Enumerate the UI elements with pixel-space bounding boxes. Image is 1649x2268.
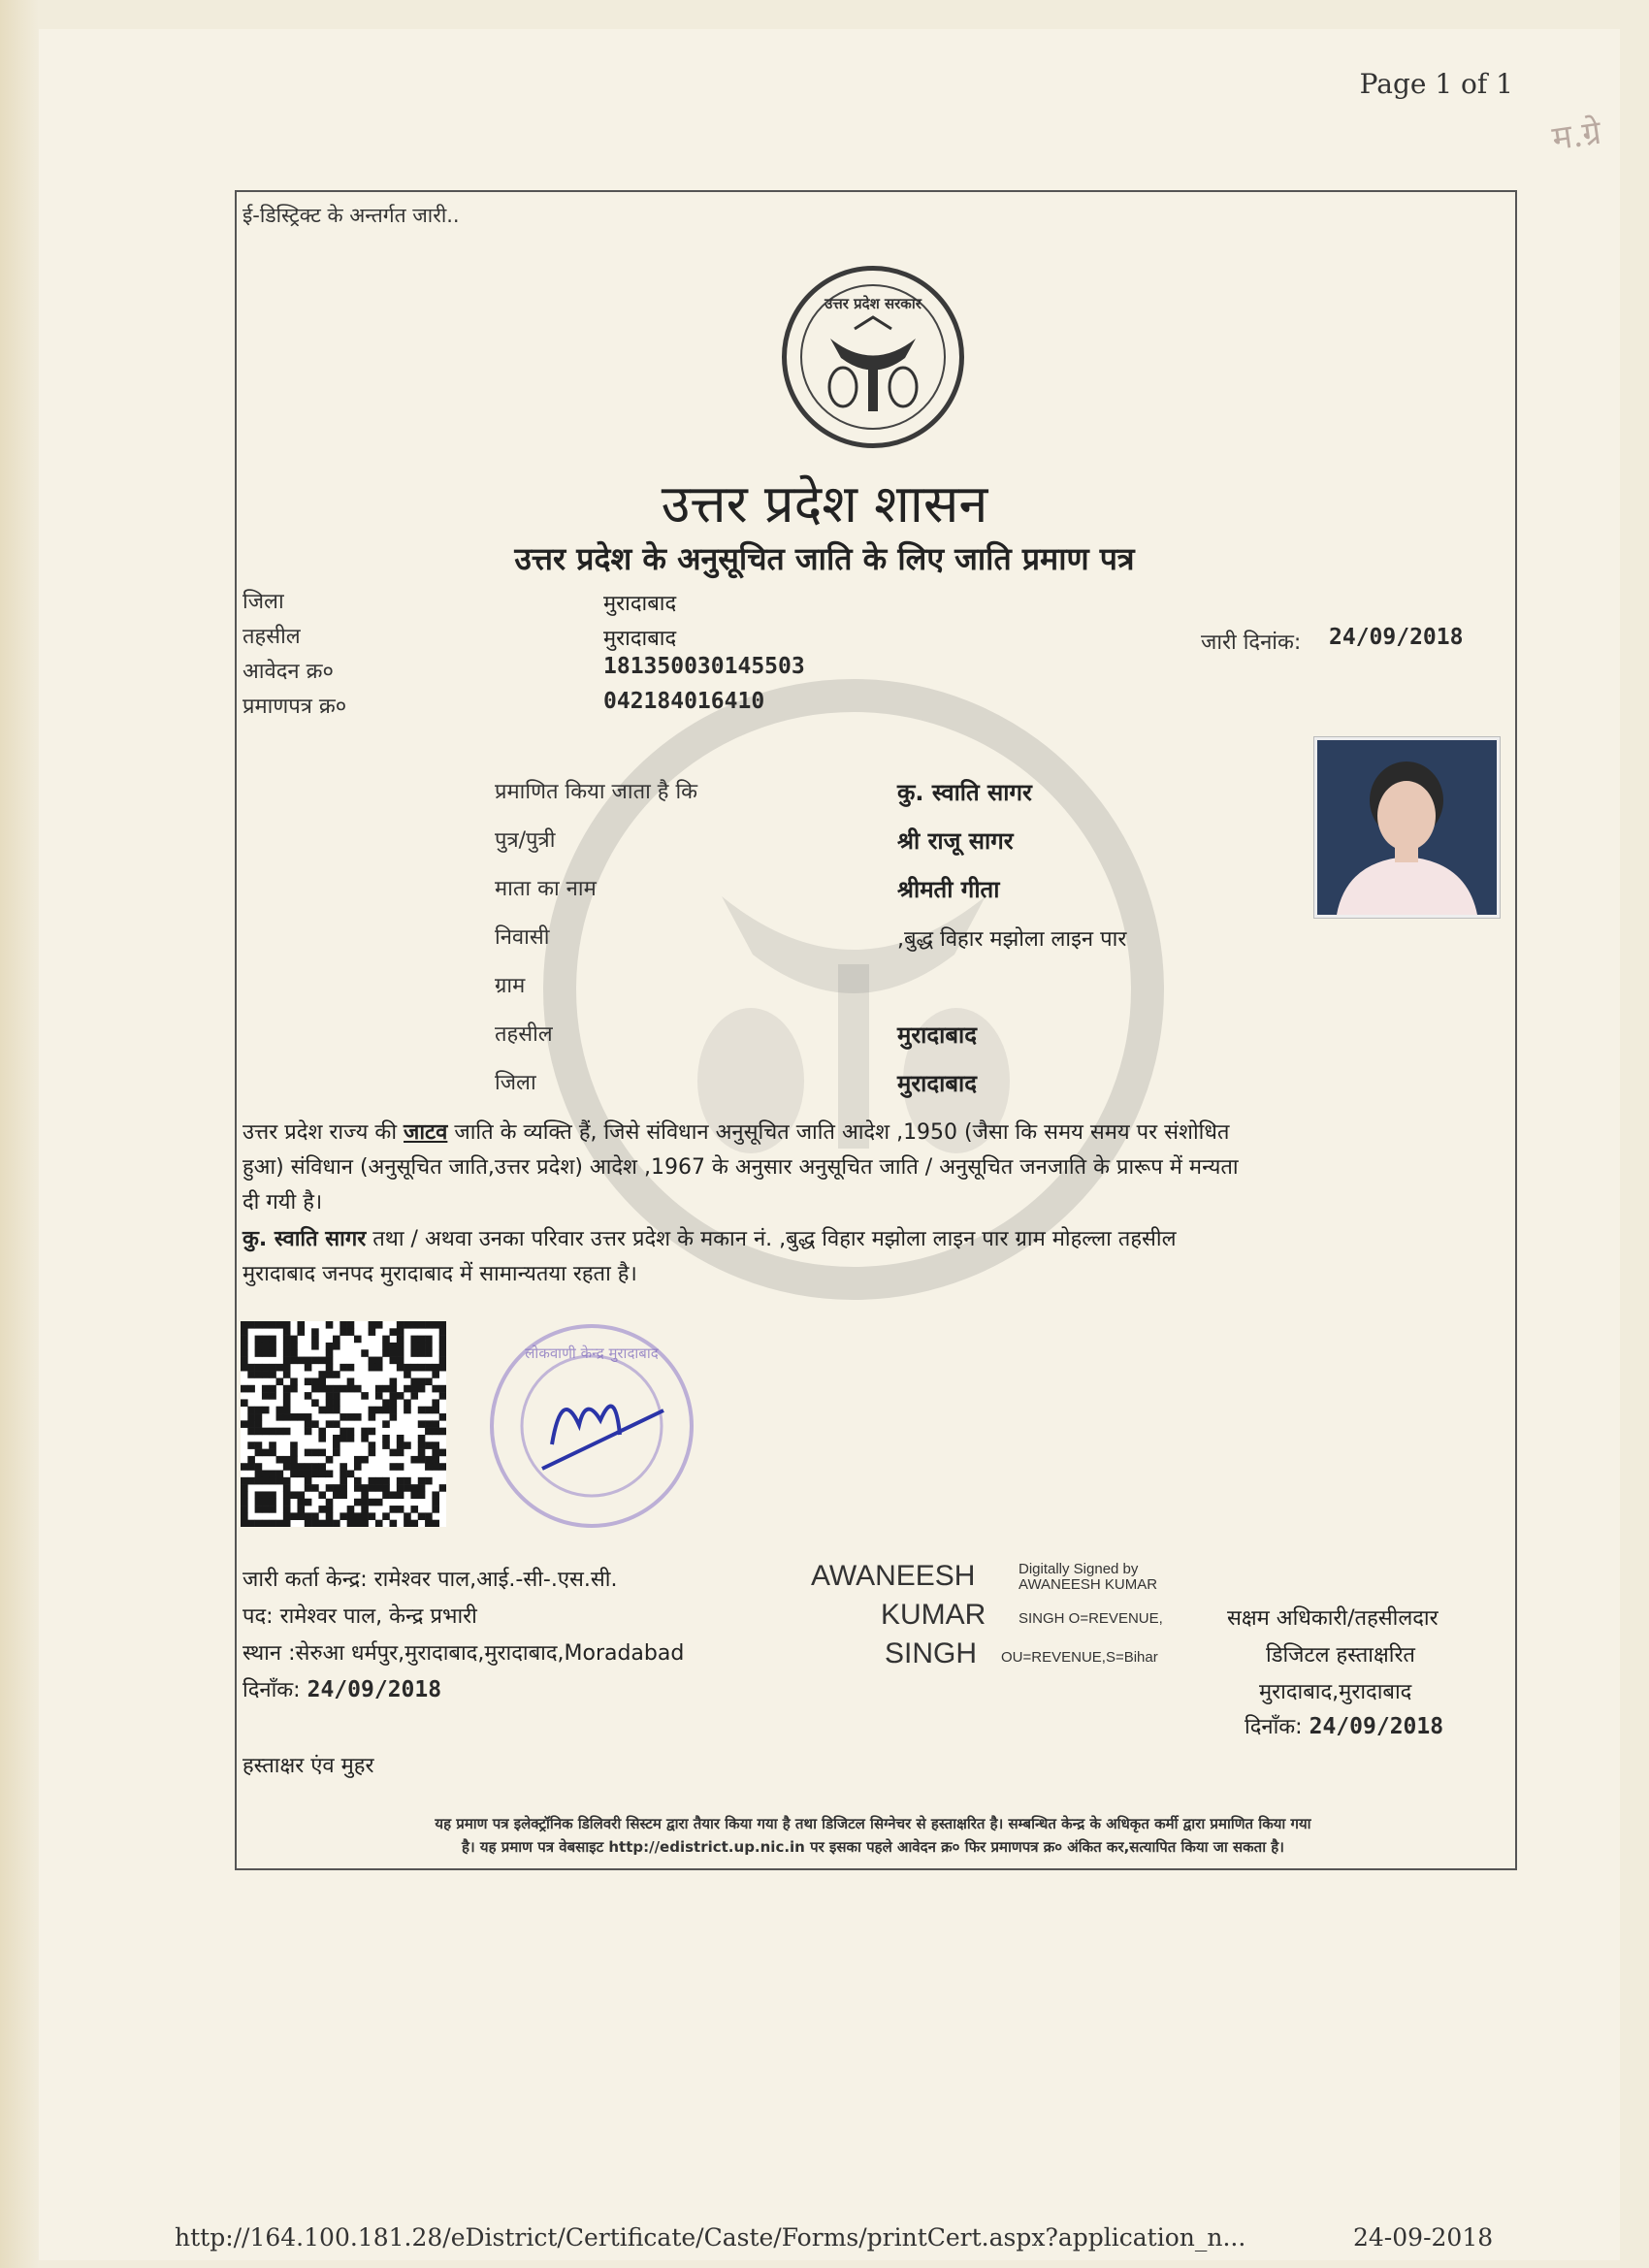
page-title: उत्तर प्रदेश शासन xyxy=(661,473,988,535)
authority-title: सक्षम अधिकारी/तहसीलदार xyxy=(1227,1606,1439,1631)
authority-date: दिनाँक: 24/09/2018 xyxy=(1245,1714,1444,1739)
detail-value-resident: ,बुद्ध विहार मझोला लाइन पार xyxy=(897,927,1127,952)
issuer-post: पद: रामेश्वर पाल, केन्द्र प्रभारी xyxy=(242,1604,477,1629)
detail-label: प्रमाणित किया जाता है कि xyxy=(495,780,698,804)
certificate-subtitle: उत्तर प्रदेश के अनुसूचित जाति के लिए जाति प्रमाण पत्र xyxy=(514,540,1135,577)
certificate-label: प्रमाणपत्र क्र० xyxy=(242,695,347,719)
detail-value-mother: श्रीमती गीता xyxy=(897,876,1000,903)
digital-sign-name3: SINGH xyxy=(885,1637,978,1669)
district-value: मुरादाबाद xyxy=(603,592,677,616)
digital-sign-sub: Digitally Signed by AWANEESH KUMAR xyxy=(1018,1561,1158,1593)
detail-value-district: मुरादाबाद xyxy=(897,1070,978,1097)
scan-edge xyxy=(0,0,39,2268)
detail-label: निवासी xyxy=(495,925,550,950)
margin-note: म.ग्रे xyxy=(1549,113,1603,159)
digital-sign-name2: KUMAR xyxy=(881,1599,986,1631)
browser-print-date: 24-09-2018 xyxy=(1353,2223,1494,2252)
applicant-photo xyxy=(1314,737,1500,918)
detail-label: पुत्र/पुत्री xyxy=(495,828,556,853)
browser-print-url: http://164.100.181.28/eDistrict/Certificate/Caste/Forms/printCert.aspx?application_n... xyxy=(175,2223,1246,2252)
detail-label: माता का नाम xyxy=(495,877,597,901)
emblem-text: उत्तर प्रदेश सरकार xyxy=(824,295,922,312)
application-number: 181350030145503 xyxy=(603,654,805,679)
authority-place: मुरादाबाद,मुरादाबाद xyxy=(1259,1680,1412,1704)
detail-value-tehsil: मुरादाबाद xyxy=(897,1021,978,1049)
district-label: जिला xyxy=(242,590,284,614)
detail-label: तहसील xyxy=(495,1022,553,1047)
issue-date-value: 24/09/2018 xyxy=(1329,625,1464,650)
issue-date-label: जारी दिनांक: xyxy=(1201,631,1302,655)
digital-sign-sub3: SINGH O=REVENUE, xyxy=(1018,1610,1163,1627)
footer-note-line1: यह प्रमाण पत्र इलेक्ट्रॉनिक डिलिवरी सिस्टम द्वारा तैयार किया गया है तथा डिजिटल सिग्नेचर से हस्ताक्षरित है। सम्बन्धित केन्द्र के अधिकृत कर्मी द्वारा प्रमाणित किया गया xyxy=(435,1815,1311,1832)
caste-paragraph: उत्तर प्रदेश राज्य की जाटव जाति के व्यक्ति हैं, जिसे संविधान अनुसूचित जाति आदेश ,1950 (जैसा कि समय समय पर संशोधित हुआ) संविधान (अनुसूचित जाति,उत्तर प्रदेश) आदेश ,1967 के अनुसार अनुसूचित जाति / अनुसूचित जनजाति के प्रारूप में मन्यता दी गयी है। xyxy=(242,1120,1239,1215)
digital-sign-name1: AWANEESH xyxy=(811,1560,976,1592)
detail-label: ग्राम xyxy=(495,974,526,998)
detail-value-name: कु. स्वाति सागर xyxy=(897,779,1032,806)
applicant-name: कु. स्वाति सागर xyxy=(242,1227,367,1251)
issuer-center: जारी कर्ता केन्द्र: रामेश्वर पाल,आई.-सी-.एस.सी. xyxy=(242,1568,618,1592)
application-label: आवेदन क्र० xyxy=(242,660,334,684)
tehsil-label: तहसील xyxy=(242,625,301,649)
detail-value-father: श्री राजू सागर xyxy=(897,827,1014,855)
residence-paragraph: कु. स्वाति सागर तथा / अथवा उनका परिवार उत्तर प्रदेश के मकान नं. ,बुद्ध विहार मझोला लाइन पार ग्राम मोहल्ला तहसील मुरादाबाद जनपद मुरादाबाद में सामान्यतया रहता है। xyxy=(242,1227,1177,1286)
up-govt-emblem xyxy=(782,266,964,448)
center-seal-stamp xyxy=(490,1324,694,1528)
detail-label: जिला xyxy=(495,1071,536,1095)
issuer-place: स्थान :सेरुआ धर्मपुर,मुरादाबाद,मुरादाबाद,Moradabad xyxy=(242,1641,685,1666)
header-note: ई-डिस्ट्रिक्ट के अन्तर्गत जारी.. xyxy=(242,204,460,227)
digital-sign-sub4: OU=REVENUE,S=Bihar xyxy=(1001,1649,1158,1666)
qr-code xyxy=(241,1321,446,1527)
sign-seal-label: हस्ताक्षर एंव मुहर xyxy=(242,1754,374,1778)
caste-name: जाटव xyxy=(404,1120,448,1145)
page-number: Page 1 of 1 xyxy=(1359,68,1513,100)
certificate-number: 042184016410 xyxy=(603,689,765,714)
issuer-date: दिनाँक: 24/09/2018 xyxy=(242,1677,442,1702)
tehsil-value: मुरादाबाद xyxy=(603,627,677,651)
seal-text: लोकवाणी केन्द्र मुरादाबाद xyxy=(525,1345,659,1362)
authority-digital: डिजिटल हस्ताक्षरित xyxy=(1266,1643,1415,1668)
footer-note-line2: है। यह प्रमाण पत्र वेबसाइट http://edistrict.up.nic.in पर इसका पहले आवेदन क्र० फिर प्रमाणपत्र क्र० अंकित कर,सत्यापित किया जा सकता है। xyxy=(462,1838,1284,1856)
